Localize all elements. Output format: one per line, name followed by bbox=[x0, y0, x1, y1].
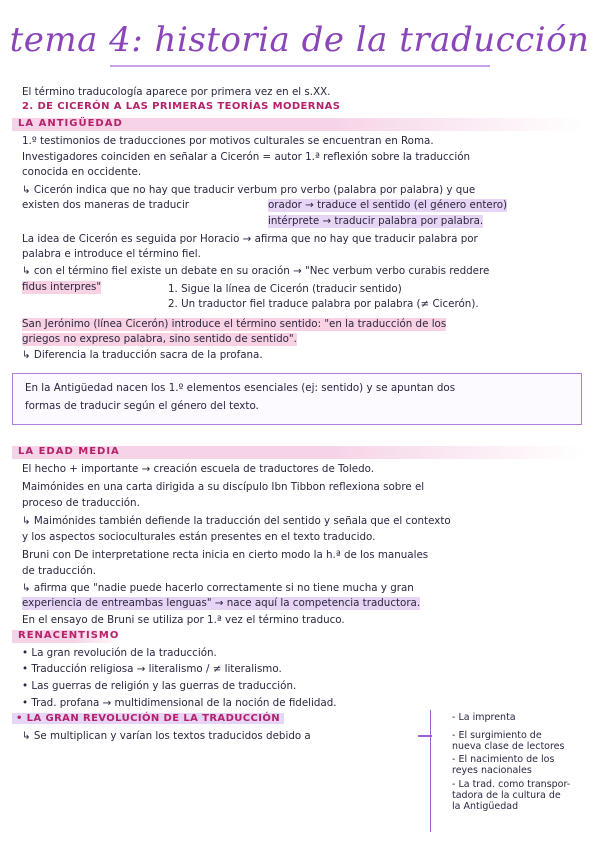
text-line: existen dos maneras de traducir bbox=[22, 199, 190, 211]
reason-item: - El surgimiento de bbox=[452, 730, 542, 741]
list-item: • Traducción religiosa → literalismo / ≠ literalismo. bbox=[22, 663, 282, 675]
section-heading-edad-media: LA EDAD MEDIA bbox=[12, 446, 584, 459]
summary-line: En la Antigüedad nacen los 1.º elementos esenciales (ej: sentido) y se apuntan dos bbox=[25, 382, 456, 394]
text-line: Maimónides en una carta dirigida a su discípulo Ibn Tibbon reflexiona sobre el bbox=[22, 481, 425, 493]
text-line: de traducción. bbox=[22, 565, 97, 577]
section-heading-2: 2. DE CICERÓN A LAS PRIMERAS TEORÍAS MODERNAS bbox=[22, 101, 341, 112]
text-line: 1. Sigue la línea de Cicerón (traducir sentido) bbox=[168, 283, 402, 295]
text-line: San Jerónimo (línea Cicerón) introduce el término sentido: "en la traducción de los bbox=[22, 318, 447, 330]
text-line: Investigadores coinciden en señalar a Cicerón = autor 1.ª reflexión sobre la traducción bbox=[22, 151, 471, 163]
text-line: ↳ Maimónides también defiende la traducción del sentido y señala que el contexto bbox=[22, 515, 451, 527]
reason-item: reyes nacionales bbox=[452, 765, 532, 776]
list-item: • Trad. profana → multidimensional de la noción de fidelidad. bbox=[22, 697, 337, 709]
text-line: Bruni con De interpretatione recta inicia en cierto modo la h.ª de los manuales bbox=[22, 549, 429, 561]
text-line: proceso de traducción. bbox=[22, 497, 140, 509]
reason-item: - La imprenta bbox=[452, 712, 516, 723]
text-line: experiencia de entreambas lenguas" → nace aquí la competencia traductora. bbox=[22, 597, 421, 609]
text-line-quote: fidus interpres" bbox=[22, 281, 102, 293]
text-line: conocida en occidente. bbox=[22, 166, 142, 178]
reason-item: - El nacimiento de los bbox=[452, 754, 555, 765]
title-underline bbox=[110, 65, 490, 67]
reason-item: tadora de la cultura de bbox=[452, 790, 561, 801]
summary-line: formas de traducir según el género del texto. bbox=[25, 400, 259, 412]
text-line: ↳ Cicerón indica que no hay que traducir verbum pro verbo (palabra por palabra) y que bbox=[22, 184, 476, 196]
list-item: • Las guerras de religión y las guerras de traducción. bbox=[22, 680, 297, 692]
reason-item: - La trad. como transpor- bbox=[452, 779, 571, 790]
text-line: griegos no expreso palabra, sino sentido de sentido". bbox=[22, 333, 297, 345]
text-line-interprete: intérprete → traducir palabra por palabra. bbox=[268, 215, 484, 227]
page-title: tema 4: historia de la traducción bbox=[9, 20, 590, 60]
list-item: • La gran revolución de la traducción. bbox=[22, 647, 217, 659]
text-line: y los aspectos socioculturales están presentes en el texto traducido. bbox=[22, 531, 376, 543]
text-line: En el ensayo de Bruni se utiliza por 1.ª vez el término traduco. bbox=[22, 614, 345, 626]
reason-item: nueva clase de lectores bbox=[452, 741, 565, 752]
text-line: 1.º testimonios de traducciones por motivos culturales se encuentran en Roma. bbox=[22, 135, 434, 147]
text-line-orador: orador → traduce el sentido (el género entero) bbox=[268, 199, 508, 211]
section-heading-renacentismo: RENACENTISMO bbox=[12, 630, 124, 643]
summary-box bbox=[12, 373, 582, 425]
text-line: palabra e introduce el término fiel. bbox=[22, 248, 201, 260]
text-line: El hecho + importante → creación escuela de traductores de Toledo. bbox=[22, 463, 375, 475]
text-line: ↳ con el término fiel existe un debate en su oración → "Nec verbum verbo curabis reddere bbox=[22, 265, 490, 277]
text-line: La idea de Cicerón es seguida por Horacio → afirma que no hay que traducir palabra por bbox=[22, 233, 478, 245]
section-heading-antiguedad: LA ANTIGÜEDAD bbox=[12, 118, 584, 131]
bracket bbox=[430, 710, 441, 832]
subheading-gran-revolucion: • LA GRAN REVOLUCIÓN DE LA TRADUCCIÓN bbox=[12, 713, 284, 724]
text-line: ↳ Se multiplican y varían los textos traducidos debido a bbox=[22, 730, 311, 742]
reason-item: la Antigüedad bbox=[452, 801, 519, 812]
intro-line: El término traducología aparece por primera vez en el s.XX. bbox=[22, 86, 331, 98]
text-line: ↳ Diferencia la traducción sacra de la profana. bbox=[22, 349, 263, 361]
text-line: 2. Un traductor fiel traduce palabra por palabra (≠ Cicerón). bbox=[168, 298, 479, 310]
text-line: ↳ afirma que "nadie puede hacerlo correctamente si no tiene mucha y gran bbox=[22, 582, 414, 594]
